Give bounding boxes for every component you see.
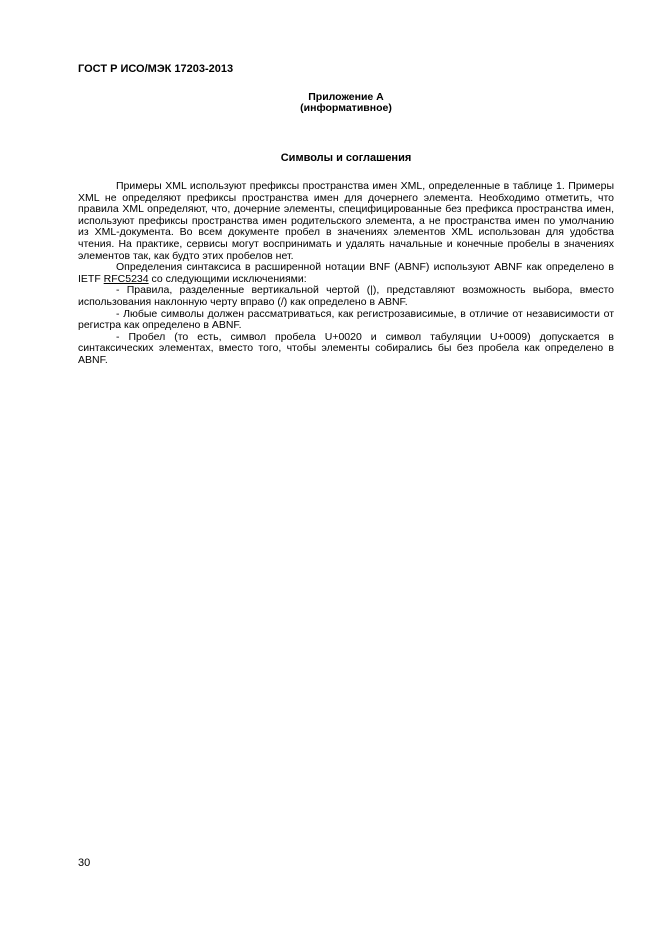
document-code: ГОСТ Р ИСО/МЭК 17203-2013 (78, 63, 234, 75)
paragraph-xml-prefixes: Примеры XML используют префиксы пространства имен XML, определенные в таблице 1. Примеры XML не определяют префиксы пространства имен для дочернего элемента. Необходимо отметить, что правила XML определяют, что, дочерние элементы, специфицированные без префикса пространства имен, используют префиксы пространства имен родительского элемента, а не пространства имен по умолчанию из XML-документа. Во всем документе пробел в значениях элементов XML использован для удобства чтения. На практике, сервисы могут воспринимать и удалять начальные и конечные пробелы в значениях элементов так, как будто этих пробелов нет. (78, 180, 614, 262)
body-text (78, 181, 614, 367)
paragraph-abnf (78, 262, 614, 285)
section-title: Символы и соглашения (280, 152, 412, 164)
list-item-whitespace: - Пробел (то есть, символ пробела U+0020 и символ табуляции U+0009) допускается в синтаксических элементах, вместо того, чтобы элементы собирались бы без пробела как определено в ABNF. (78, 330, 614, 366)
annex-subtitle: (информативное) (300, 102, 392, 114)
list-item-vertical-bar: - Правила, разделенные вертикальной чертой (|), представляют возможность выбора, вместо использования наклонную черту вправо (/) как определено в ABNF. (78, 284, 614, 308)
list-item-case-sensitive: - Любые символы должен рассматриваться, как регистрозависимые, в отличие от независимости от регистра как определено в ABNF. (78, 307, 614, 332)
paragraph-abnf-text: Определения синтаксиса в расширенной нотации BNF (ABNF) используют ABNF как определено в IETF (78, 261, 614, 285)
page-number: 30 (78, 857, 91, 869)
annex-title: Приложение А (308, 91, 384, 103)
paragraph-abnf-tail: со следующими исключениями: (148, 272, 307, 285)
rfc5234-link[interactable]: RFC5234 (103, 272, 149, 285)
